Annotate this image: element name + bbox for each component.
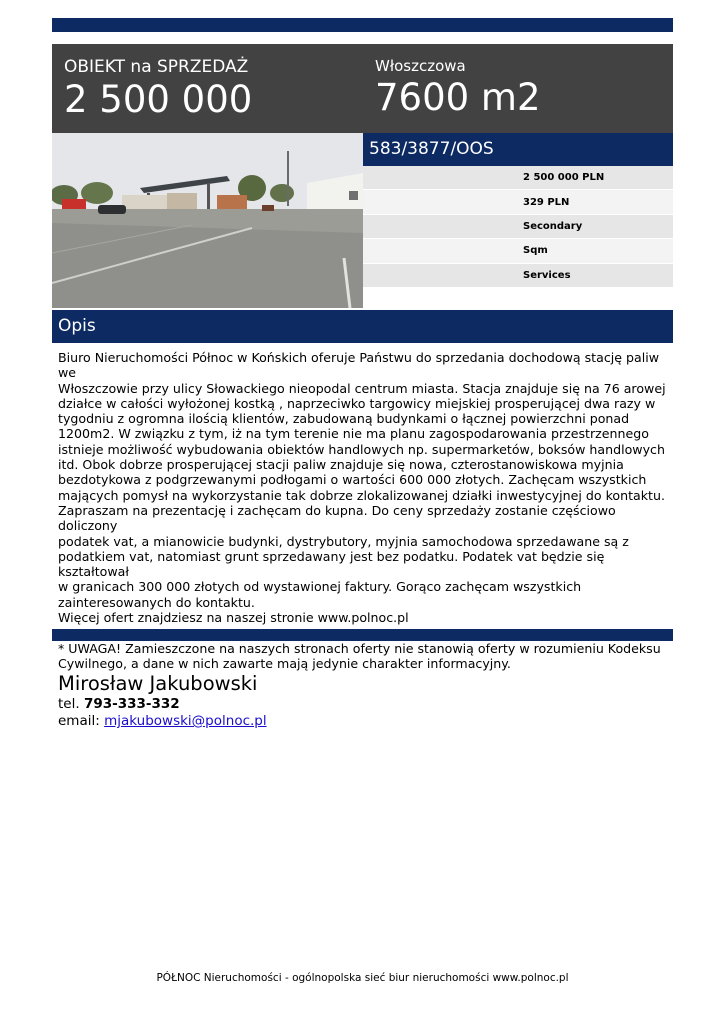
listing-city: Włoszczowa	[375, 57, 466, 75]
disclaimer-line: Cywilnego, a dane w nich zawarte mają jedynie charakter informacyjny.	[58, 655, 511, 671]
description-line: zainteresowanych do kontaktu.	[58, 594, 255, 610]
attribute-market: Secondary	[523, 220, 583, 232]
email-label: email:	[58, 713, 100, 729]
description-line: Włoszczowie przy ulicy Słowackiego nieopodal centrum miasta. Stacja znajduje się na 76 arowej	[58, 380, 666, 396]
attribute-price: 2 500 000 PLN	[523, 172, 605, 184]
attribute-type: Services	[523, 269, 571, 281]
description-line: bezdotykowa z podgrzewanymi podłogami o wartości 600 000 złotych. Zachęcam wszystkich	[58, 472, 647, 488]
description-body	[58, 350, 668, 671]
agent-email-line	[58, 713, 267, 730]
description-line: Więcej ofert znajdziesz na naszej stronie www.polnoc.pl	[58, 610, 409, 626]
listing-header	[52, 44, 673, 133]
attribute-row	[363, 215, 673, 239]
description-line: tygodniu z ogromna ilością klientów, zabudowaną budynkami o łącznej powierzchni ponad	[58, 411, 630, 427]
header-left	[64, 56, 252, 122]
agent-email-link[interactable]: mjakubowski@polnoc.pl	[104, 713, 267, 729]
top-accent-bar	[52, 18, 673, 32]
description-line: 1200m2. W związku z tym, iż na tym terenie nie ma planu zagospodarowania przestrzennego	[58, 426, 649, 442]
listing-price: 2 500 000	[64, 78, 253, 121]
header-right	[375, 56, 541, 120]
description-line: Biuro Nieruchomości Północ w Końskich oferuje Państwu do sprzedania dochodową stację paliw we	[58, 350, 660, 381]
description-line: itd. Obok dobrze prosperującej stacji paliw znajduje się nowa, czterostanowiskowa myjnia	[58, 457, 624, 473]
disclaimer-line: * UWAGA! Zamieszczone na naszych stronach oferty nie stanowią oferty w rozumieniu Kodeksu	[58, 640, 661, 656]
listing-type: OBIEKT na SPRZEDAŻ	[64, 57, 249, 77]
description-line: podatek vat, a mianowicie budynki, dystrybutory, myjnia samochodowa sprzedawane są z	[58, 533, 629, 549]
property-photo	[52, 133, 363, 308]
description-line: podatkiem vat, natomiast grunt sprzedawany jest bez podatku. Podatek vat będzie się kształtował	[58, 548, 605, 580]
listing-area: 7600 m2	[375, 76, 541, 119]
attribute-row	[363, 264, 673, 288]
description-line: w granicach 300 000 złotych od wystawionej faktury. Gorąco zachęcam wszystkich	[58, 579, 582, 595]
page-footer: PÓŁNOC Nieruchomości - ogólnopolska sieć biur nieruchomości www.polnoc.pl	[156, 972, 569, 984]
attribute-row	[363, 190, 673, 214]
agent-name: Mirosław Jakubowski	[58, 672, 258, 695]
description-line: istnieje możliwość wybudowania obiektów handlowych np. supermarketów, boksów handlowych	[58, 441, 665, 457]
attribute-unit: Sqm	[523, 245, 548, 257]
description-line: działce w całości wyłożonej kostką , naprzeciwko targowicy miejskiej prosperującej dwa razy w	[58, 395, 656, 411]
reference-number: 583/3877/OOS	[363, 133, 673, 166]
description-heading: Opis	[52, 310, 673, 343]
description-line: Zapraszam na prezentację i zachęcam do kupna. Do ceny sprzedaży zostanie częściowo doliczony	[58, 502, 616, 534]
agent-contact	[58, 672, 267, 730]
phone-label: tel.	[58, 696, 80, 712]
attribute-row	[363, 239, 673, 263]
description-line: mających pomysł na wykorzystanie tak dobrze zlokalizowanej działki inwestycyjnej do kontaktu.	[58, 487, 665, 503]
bottom-accent-bar	[52, 629, 673, 641]
attributes-table	[363, 166, 673, 288]
agent-phone-line	[58, 696, 267, 713]
agent-phone: 793-333-332	[83, 696, 180, 712]
attribute-price-per-sqm: 329 PLN	[523, 196, 570, 208]
attribute-row	[363, 166, 673, 190]
property-photo-image	[52, 133, 363, 308]
